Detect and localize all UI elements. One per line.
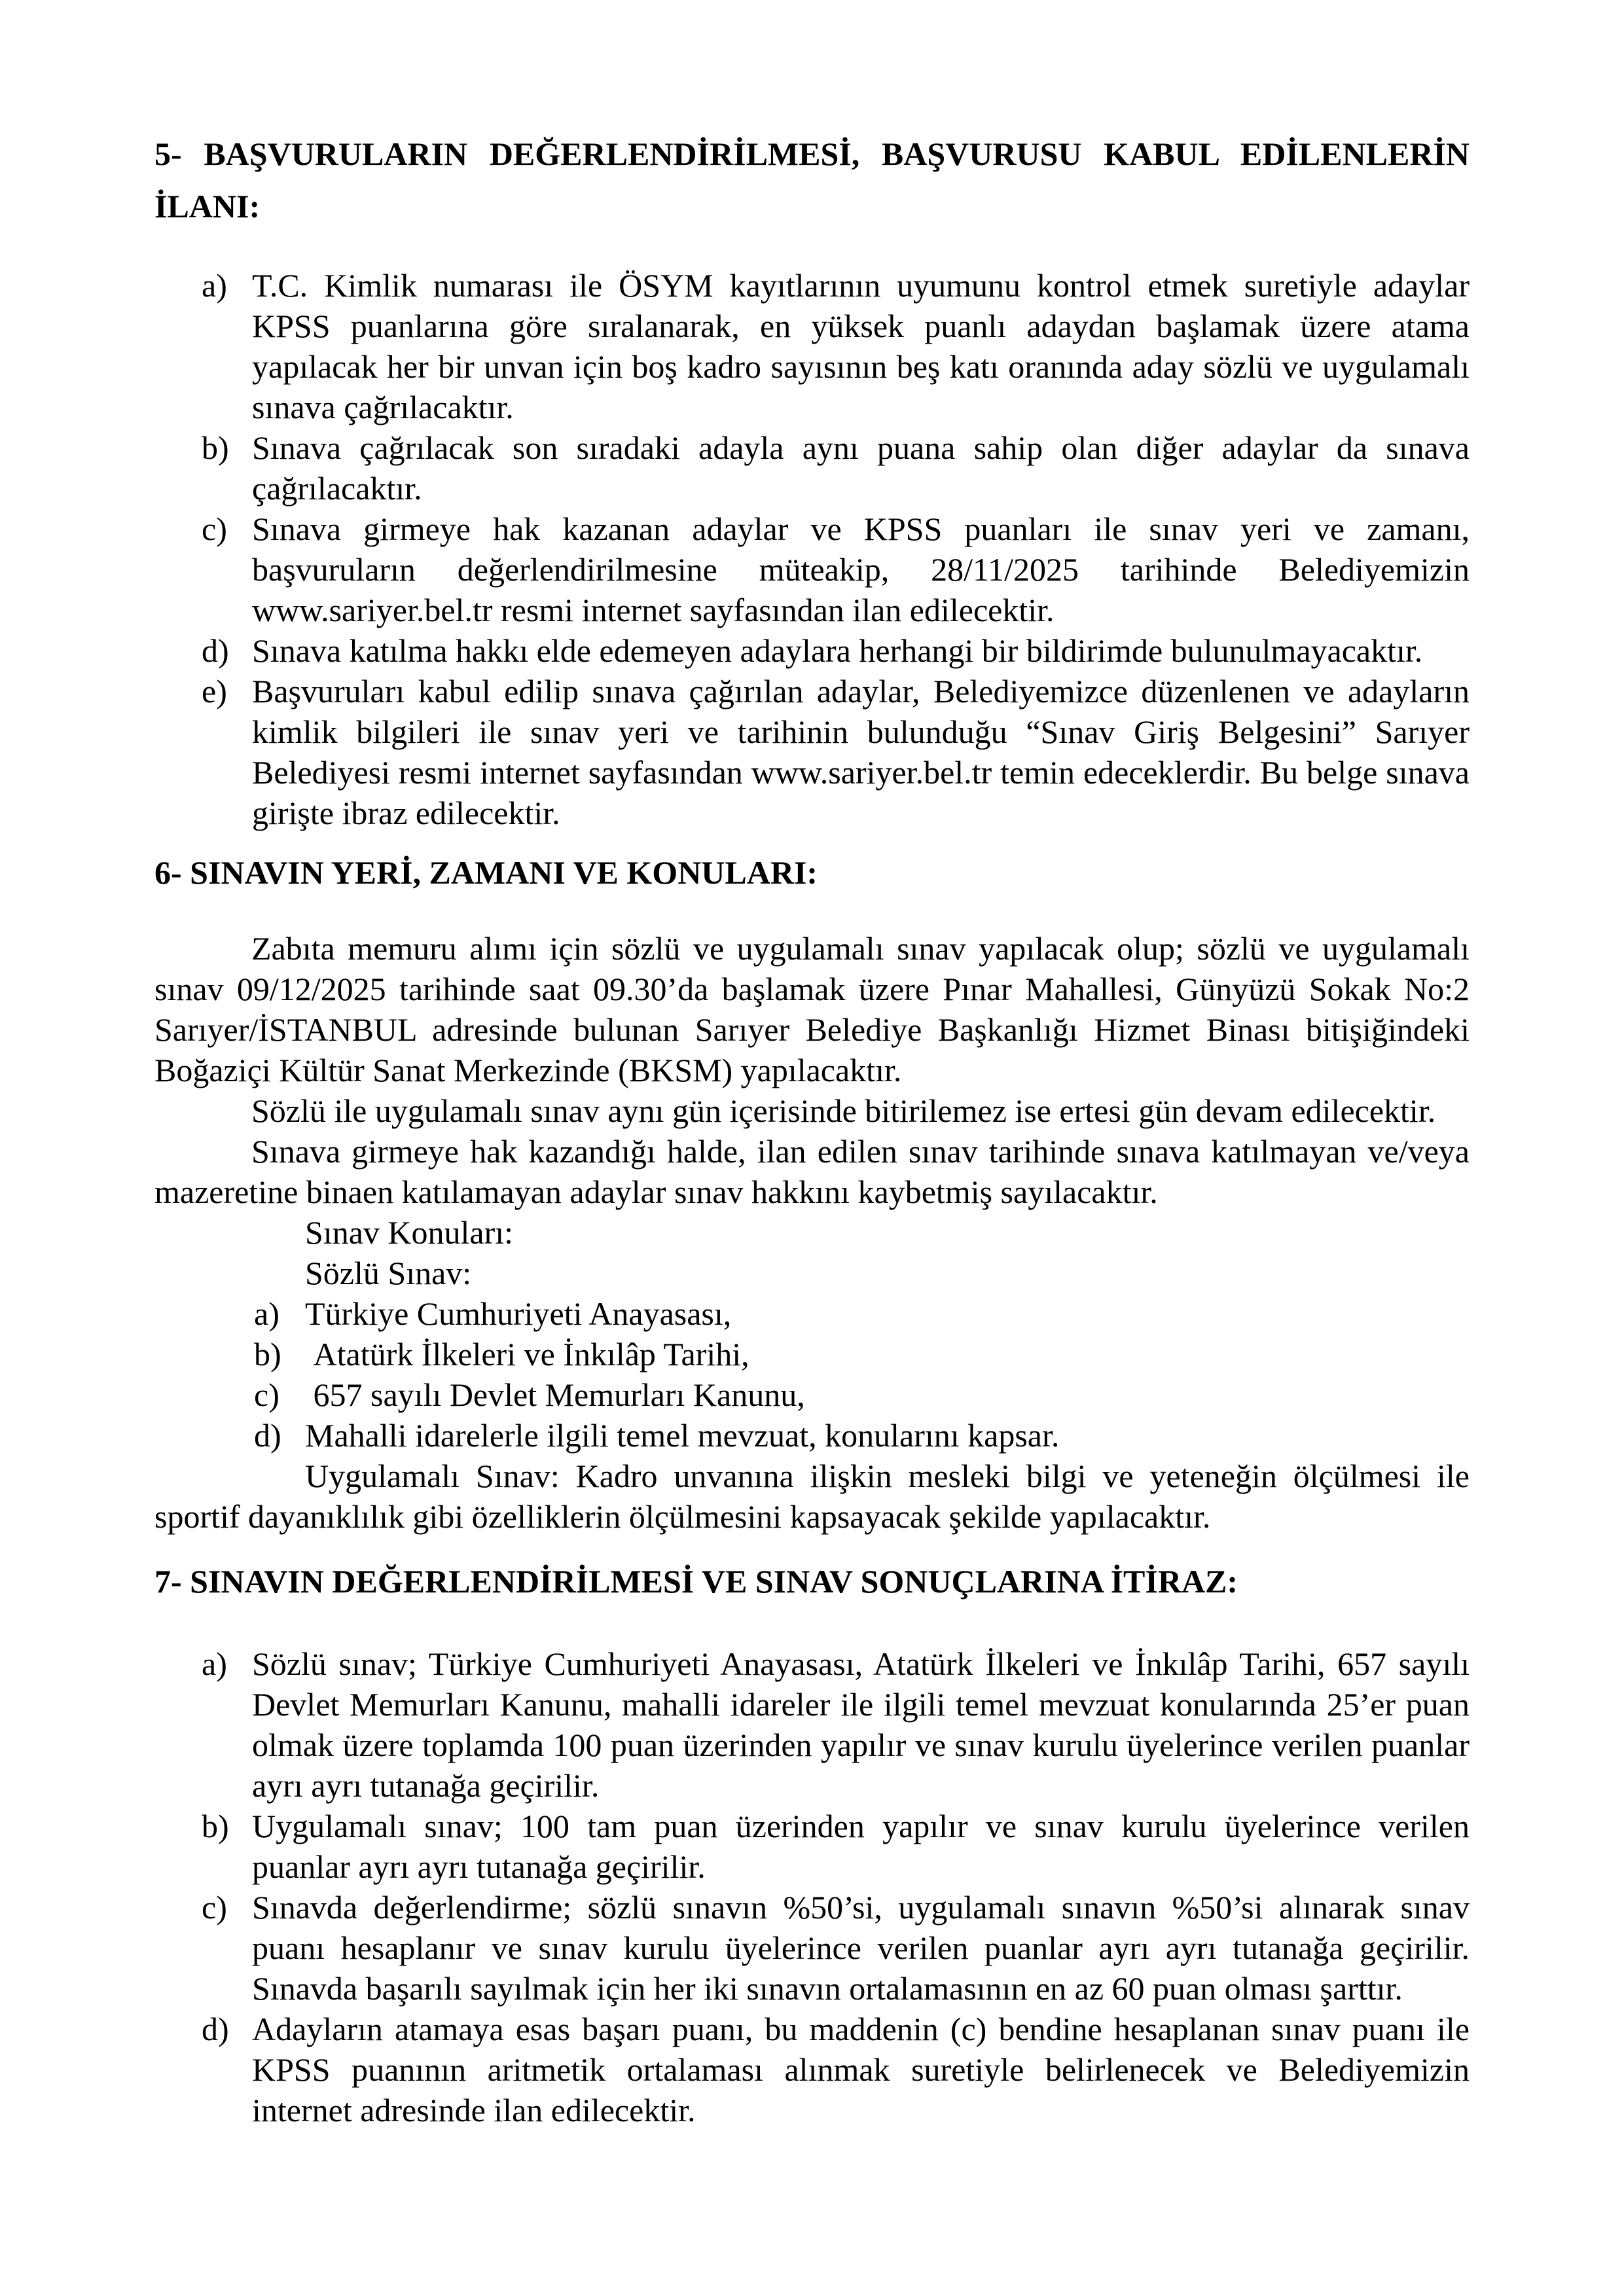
list-item-text: T.C. Kimlik numarası ile ÖSYM kayıtlarının uyumunu kontrol etmek suretiyle adaylar KPSS puanlarına göre sıralanarak, en yüksek puanlı adaydan başlamak üzere atama yapılacak her bir unvan için boş kadro sayısının beş katı oranında aday sözlü ve uygulamalı sınava çağrılacaktır. (252, 267, 1470, 425)
list-item (154, 265, 1470, 427)
list-item-text: Atatürk İlkeleri ve İnkılâp Tarihi, (305, 1336, 749, 1372)
section-5-heading-line-2: İLANI: (154, 188, 261, 224)
list-item-marker: d) (202, 632, 229, 669)
list-item-text: Türkiye Cumhuriyeti Anayasası, (305, 1295, 732, 1332)
section-6-heading: 6- SINAVIN YERİ, ZAMANI VE KONULARI: (154, 854, 818, 891)
section-5-list (154, 265, 1470, 833)
list-item (154, 1374, 1470, 1415)
list-item-text: Sınava girmeye hak kazanan adaylar ve KPSS puanları ile sınav yeri ve zamanı, başvuruların değerlendirilmesine müteakip, 28/11/2025 tarihinde Belediyemizin www.sariyer.bel.tr resmi internet sayfasından ilan edilecektir. (252, 511, 1470, 628)
list-item-marker: e) (202, 673, 227, 709)
list-item-text: Uygulamalı sınav; 100 tam puan üzerinden yapılır ve sınav kurulu üyelerince verilen puanlar ayrı ayrı tutanağa geçirilir. (252, 1808, 1470, 1885)
section-7-heading: 7- SINAVIN DEĞERLENDİRİLMESİ VE SINAV SONUÇLARINA İTİRAZ: (154, 1563, 1238, 1600)
oral-exam-label: Sözlü Sınav: (305, 1255, 472, 1291)
list-item-marker: c) (202, 1889, 227, 1926)
practical-exam-paragraph: Uygulamalı Sınav: Kadro unvanına ilişkin mesleki bilgi ve yeteneğin ölçülmesi ile sportif dayanıklılık gibi özelliklerin ölçülmesini kapsayacak şekilde yapılacaktır. (154, 1458, 1470, 1535)
list-item (154, 1334, 1470, 1374)
list-item (154, 1643, 1470, 1806)
list-item (154, 671, 1470, 833)
list-item-marker: c) (254, 1376, 280, 1413)
list-item-text: Mahalli idarelerle ilgili temel mevzuat, konularını kapsar. (305, 1417, 1060, 1454)
list-item (154, 509, 1470, 630)
section-6-paragraph-3: Sınava girmeye hak kazandığı halde, ilan edilen sınav tarihinde sınava katılmayan ve/veya mazeretine binaen katılamayan adaylar sınav hakkını kaybetmiş sayılacaktır. (154, 1133, 1470, 1210)
section-6-paragraph-1: Zabıta memuru alımı için sözlü ve uygulamalı sınav yapılacak olup; sözlü ve uygulamalı sınav 09/12/2025 tarihinde saat 09.30’da başlamak üzere Pınar Mahallesi, Günyüzü Sokak No:2 Sarıyer/İSTANBUL adresinde bulunan Sarıyer Belediye Başkanlığı Hizmet Binası bitişiğindeki Boğaziçi Kültür Sanat Merkezinde (BKSM) yapılacaktır. (154, 930, 1470, 1088)
list-item-text: Sözlü sınav; Türkiye Cumhuriyeti Anayasası, Atatürk İlkeleri ve İnkılâp Tarihi, 657 sayılı Devlet Memurları Kanunu, mahalli idareler ile ilgili temel mevzuat konularında 25’er puan olmak üzere toplamda 100 puan üzerinden yapılır ve sınav kurulu üyelerince verilen puanlar ayrı ayrı tutanağa geçirilir. (252, 1645, 1470, 1804)
section-5-heading-line-1: 5- BAŞVURULARIN DEĞERLENDİRİLMESİ, BAŞVURUSU KABUL EDİLENLERİN (154, 135, 1470, 172)
list-item-marker: b) (254, 1336, 281, 1372)
list-item (154, 2009, 1470, 2130)
list-item-text: Sınava katılma hakkı elde edemeyen adaylara herhangi bir bildirimde bulunulmayacaktır. (252, 632, 1423, 669)
list-item-marker: b) (202, 1808, 229, 1844)
list-item-marker: b) (202, 429, 229, 466)
list-item-marker: d) (254, 1417, 281, 1454)
list-item-marker: a) (202, 267, 227, 304)
list-item (154, 1415, 1470, 1456)
section-7-list (154, 1643, 1470, 2130)
list-item-marker: a) (254, 1295, 280, 1332)
list-item-marker: a) (202, 1645, 227, 1682)
exam-topics-label: Sınav Konuları: (305, 1214, 514, 1251)
list-item-marker: c) (202, 511, 227, 547)
list-item-text: Adayların atamaya esas başarı puanı, bu maddenin (c) bendine hesaplanan sınav puanı ile KPSS puanının aritmetik ortalaması alınmak suretiyle belirlenecek ve Belediyemizin internet adresinde ilan edilecektir. (252, 2011, 1470, 2128)
list-item-text: Başvuruları kabul edilip sınava çağırılan adaylar, Belediyemizce düzenlenen ve adayların kimlik bilgileri ile sınav yeri ve tarihinin bulunduğu “Sınav Giriş Belgesini” Sarıyer Belediyesi resmi internet sayfasından www.sariyer.bel.tr temin edeceklerdir. Bu belge sınava girişte ibraz edilecektir. (252, 673, 1470, 831)
list-item-text: Sınavda değerlendirme; sözlü sınavın %50’si, uygulamalı sınavın %50’si alınarak sınav puanı hesaplanır ve sınav kurulu üyelerince verilen puanlar ayrı ayrı tutanağa geçirilir. Sınavda başarılı sayılmak için her iki sınavın ortalamasının en az 60 puan olması şarttır. (252, 1889, 1470, 2007)
list-item-text: Sınava çağrılacak son sıradaki adayla aynı puana sahip olan diğer adaylar da sınava çağrılacaktır. (252, 429, 1470, 507)
section-6-list (154, 1293, 1470, 1456)
list-item (154, 1887, 1470, 2009)
list-item (154, 630, 1470, 671)
list-item (154, 1293, 1470, 1334)
list-item (154, 1806, 1470, 1887)
section-5-heading (154, 128, 1470, 232)
list-item (154, 427, 1470, 509)
list-item-marker: d) (202, 2011, 229, 2047)
section-6-paragraph-2: Sözlü ile uygulamalı sınav aynı gün içerisinde bitirilemez ise ertesi gün devam edilecektir. (251, 1092, 1436, 1129)
list-item-text: 657 sayılı Devlet Memurları Kanunu, (305, 1376, 805, 1413)
